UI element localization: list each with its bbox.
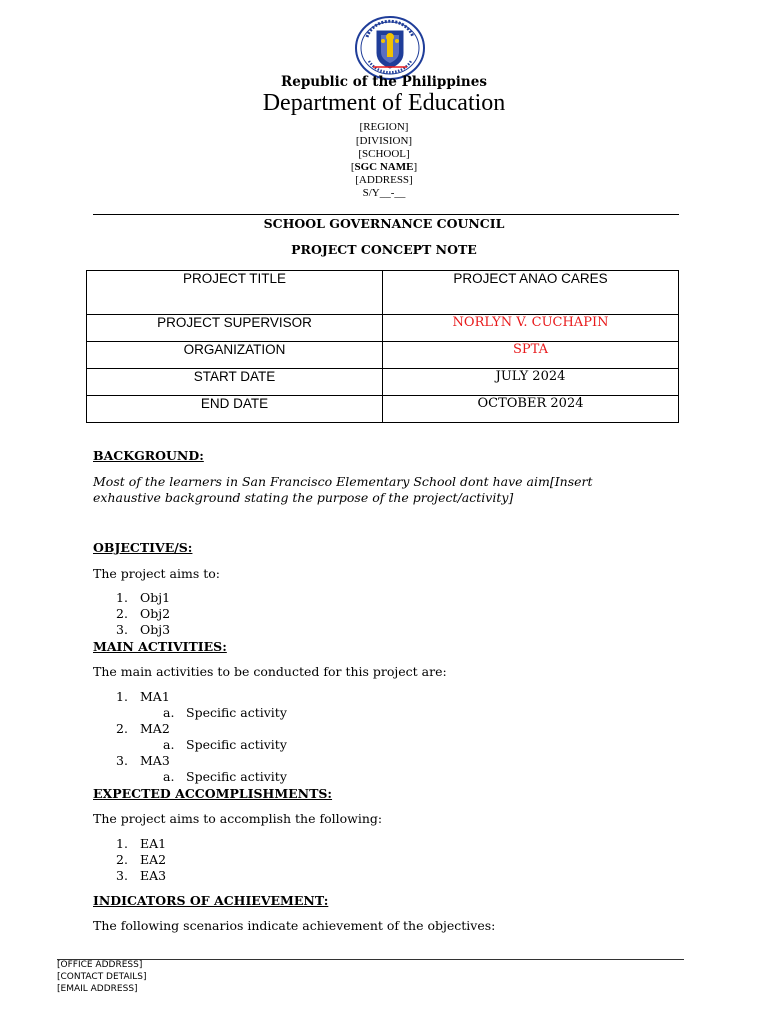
- activity-1-sub: Specific activity: [186, 705, 287, 720]
- header-divider: [93, 214, 679, 215]
- address-placeholder: [ADDRESS]: [355, 174, 413, 186]
- activity-2-sub: Specific activity: [186, 737, 287, 752]
- sgc-name-placeholder: [0, 161, 768, 173]
- project-info-table: [86, 270, 679, 423]
- activity-2: MA2: [140, 721, 170, 736]
- activity-1: MA1: [140, 689, 170, 704]
- sub-list-letter: a.: [163, 737, 175, 752]
- table-row: [87, 396, 679, 423]
- project-supervisor-value: NORLYN V. CUCHAPIN: [383, 315, 679, 342]
- sgc-name: SGC NAME: [354, 161, 414, 173]
- footer-divider: [57, 959, 684, 960]
- sub-list-letter: a.: [163, 769, 175, 784]
- activities-heading: MAIN ACTIVITIES:: [93, 639, 227, 654]
- table-row: [87, 271, 679, 315]
- list-number: 2.: [116, 852, 128, 867]
- accomplishment-3: EA3: [140, 868, 167, 883]
- organization-label: ORGANIZATION: [87, 342, 383, 369]
- contact-details-placeholder: [CONTACT DETAILS]: [57, 972, 147, 982]
- activity-3: MA3: [140, 753, 170, 768]
- project-supervisor-label: PROJECT SUPERVISOR: [87, 315, 383, 342]
- school-placeholder: [SCHOOL]: [358, 148, 410, 160]
- accomplishment-2: EA2: [140, 852, 167, 867]
- objectives-intro: The project aims to:: [93, 566, 220, 581]
- end-date-label: END DATE: [87, 396, 383, 423]
- list-number: 1.: [116, 689, 128, 704]
- indicators-heading: INDICATORS OF ACHIEVEMENT:: [93, 893, 329, 908]
- background-line-1: Most of the learners in San Francisco Elementary School dont have aim[Insert: [93, 474, 593, 489]
- email-address-placeholder: [EMAIL ADDRESS]: [57, 984, 138, 994]
- project-title-value: PROJECT ANAO CARES: [383, 271, 679, 315]
- list-number: 1.: [116, 590, 128, 605]
- republic-label: Republic of the Philippines: [281, 74, 487, 90]
- objective-2: Obj2: [140, 606, 171, 621]
- list-number: 3.: [116, 753, 128, 768]
- accomplishments-intro: The project aims to accomplish the following:: [93, 811, 383, 826]
- objective-3: Obj3: [140, 622, 171, 637]
- accomplishments-heading: EXPECTED ACCOMPLISHMENTS:: [93, 786, 333, 801]
- deped-seal-logo: [353, 15, 427, 81]
- indicators-intro: The following scenarios indicate achievement of the objectives:: [93, 918, 496, 933]
- division-placeholder: [DIVISION]: [355, 135, 413, 147]
- list-number: 3.: [116, 868, 128, 883]
- school-year: S/Y__-__: [362, 187, 406, 199]
- list-number: 2.: [116, 721, 128, 736]
- activities-intro: The main activities to be conducted for this project are:: [93, 664, 447, 679]
- list-number: 2.: [116, 606, 128, 621]
- department-title: Department of Education: [262, 90, 506, 116]
- background-line-2: exhaustive background stating the purpose of the project/activity]: [93, 490, 514, 505]
- organization-value: SPTA: [383, 342, 679, 369]
- background-heading: BACKGROUND:: [93, 448, 204, 463]
- sgc-open-bracket: [: [350, 161, 355, 173]
- list-number: 3.: [116, 622, 128, 637]
- project-title-label: PROJECT TITLE: [87, 271, 383, 315]
- sub-list-letter: a.: [163, 705, 175, 720]
- council-title: SCHOOL GOVERNANCE COUNCIL: [263, 216, 505, 231]
- activity-3-sub: Specific activity: [186, 769, 287, 784]
- end-date-value: OCTOBER 2024: [383, 396, 679, 423]
- table-row: [87, 369, 679, 396]
- objective-1: Obj1: [140, 590, 171, 605]
- office-address-placeholder: [OFFICE ADDRESS]: [57, 960, 143, 970]
- start-date-label: START DATE: [87, 369, 383, 396]
- list-number: 1.: [116, 836, 128, 851]
- objectives-heading: OBJECTIVE/S:: [93, 540, 193, 555]
- region-placeholder: [REGION]: [359, 121, 409, 133]
- table-row: [87, 315, 679, 342]
- table-row: [87, 342, 679, 369]
- accomplishment-1: EA1: [140, 836, 167, 851]
- concept-note-title: PROJECT CONCEPT NOTE: [291, 242, 477, 257]
- start-date-value: JULY 2024: [383, 369, 679, 396]
- sgc-close-bracket: ]: [413, 161, 418, 173]
